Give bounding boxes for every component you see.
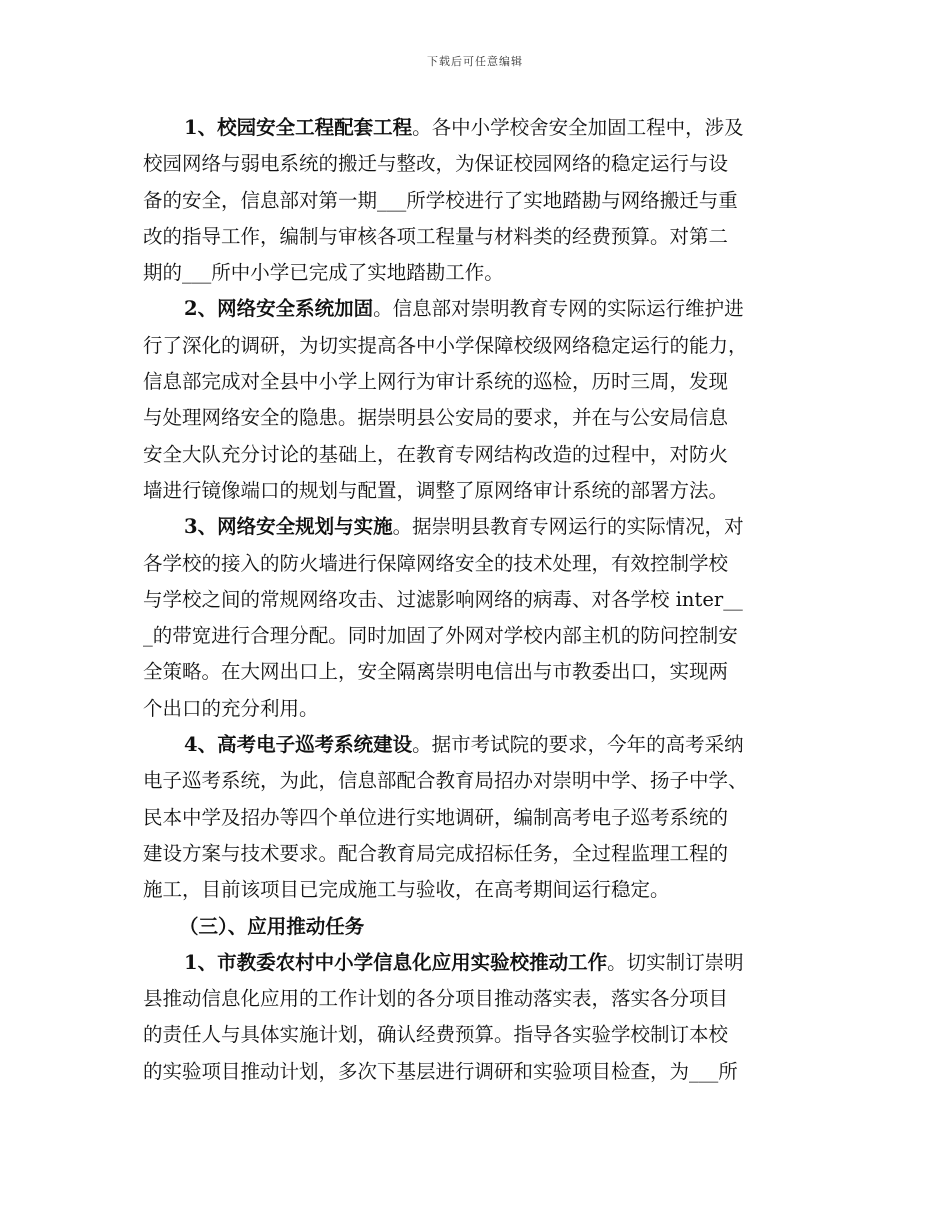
paragraph-line: 安全大队充分讨论的基础上，在教育专网结构改造的过程中，对防火 xyxy=(143,442,729,466)
paragraph-line: 各学校的接入的防火墙进行保障网络安全的技术处理，有效控制学校 xyxy=(143,551,729,575)
paragraph-line: 个出口的充分利用。 xyxy=(143,696,319,720)
document-body xyxy=(143,110,811,1090)
line-text: 。各中小学校舍安全加固工程中，涉及 xyxy=(412,116,744,139)
line-text: 。信息部对崇明教育专网的实际运行维护进 xyxy=(373,297,744,321)
line-text: 。据崇明县教育专网运行的实际情况，对 xyxy=(392,515,744,539)
paragraph-line: 建设方案与技术要求。配合教育局完成招标任务，全过程监理工程的 xyxy=(143,841,729,865)
section-heading: 1、市教委农村中小学信息化应用实验校推动工作 xyxy=(184,950,608,974)
paragraph-line xyxy=(143,945,811,981)
paragraph-line: 县推动信息化应用的工作计划的各分项目推动落实表，落实各分项目 xyxy=(143,987,729,1011)
paragraph-line: 期的___所中小学已完成了实地踏勘工作。 xyxy=(143,261,504,285)
paragraph-line xyxy=(143,291,811,327)
paragraph-line: 校园网络与弱电系统的搬迁与整改，为保证校园网络的稳定运行与设 xyxy=(143,152,729,176)
paragraph-line: 信息部完成对全县中小学上网行为审计系统的巡检，历时三周，发现 xyxy=(143,370,729,394)
paragraph-line: 的实验项目推动计划，多次下基层进行调研和实验项目检查，为___所 xyxy=(143,1059,738,1083)
paragraph-line xyxy=(143,509,811,545)
paragraph-line: 电子巡考系统，为此，信息部配合教育局招办对崇明中学、扬子中学、 xyxy=(143,769,748,793)
paragraph-line: 改的指导工作，编制与审核各项工程量与材料类的经费预算。对第二 xyxy=(143,224,729,248)
paragraph-line: _的带宽进行合理分配。同时加固了外网对学校内部主机的防问控制安 xyxy=(143,624,738,648)
line-text: 。切实制订崇明 xyxy=(607,950,744,974)
paragraph-line: 墙进行镜像端口的规划与配置，调整了原网络审计系统的部署方法。 xyxy=(143,478,729,502)
paragraph-line: 的责任人与具体实施计划，确认经费预算。指导各实验学校制订本校 xyxy=(143,1023,729,1047)
section-heading: 4、高考电子巡考系统建设 xyxy=(184,733,413,757)
page-header: 下载后可任意编辑 xyxy=(427,55,523,68)
paragraph-line: 备的安全，信息部对第一期___所学校进行了实地踏勘与网络搬迁与重 xyxy=(143,188,738,212)
section-heading: 3、网络安全规划与实施 xyxy=(184,515,393,539)
paragraph-line: 全策略。在大网出口上，安全隔离崇明电信出与市教委出口，实现两 xyxy=(143,660,729,684)
paragraph-line: 施工，目前该项目已完成施工与验收，在高考期间运行稳定。 xyxy=(143,878,670,902)
paragraph-line: 民本中学及招办等四个单位进行实地调研，编制高考电子巡考系统的 xyxy=(143,805,729,829)
paragraph-line: 与处理网络安全的隐患。据崇明县公安局的要求，并在与公安局信息 xyxy=(143,406,729,430)
line-text: 。据市考试院的要求，今年的高考采纳 xyxy=(412,733,744,757)
section-heading: 2、网络安全系统加固 xyxy=(184,297,374,321)
paragraph-line: 与学校之间的常规网络攻击、过滤影响网络的病毒、对各学校 inter__ xyxy=(143,587,743,611)
section-heading: 1、校园安全工程配套工程 xyxy=(184,116,413,139)
paragraph-line: 行了深化的调研，为切实提高各中小学保障校级网络稳定运行的能力， xyxy=(143,333,748,357)
paragraph-line xyxy=(143,727,811,763)
section-subheading: （三）、应用推动任务 xyxy=(179,914,365,938)
paragraph-line xyxy=(143,110,811,146)
